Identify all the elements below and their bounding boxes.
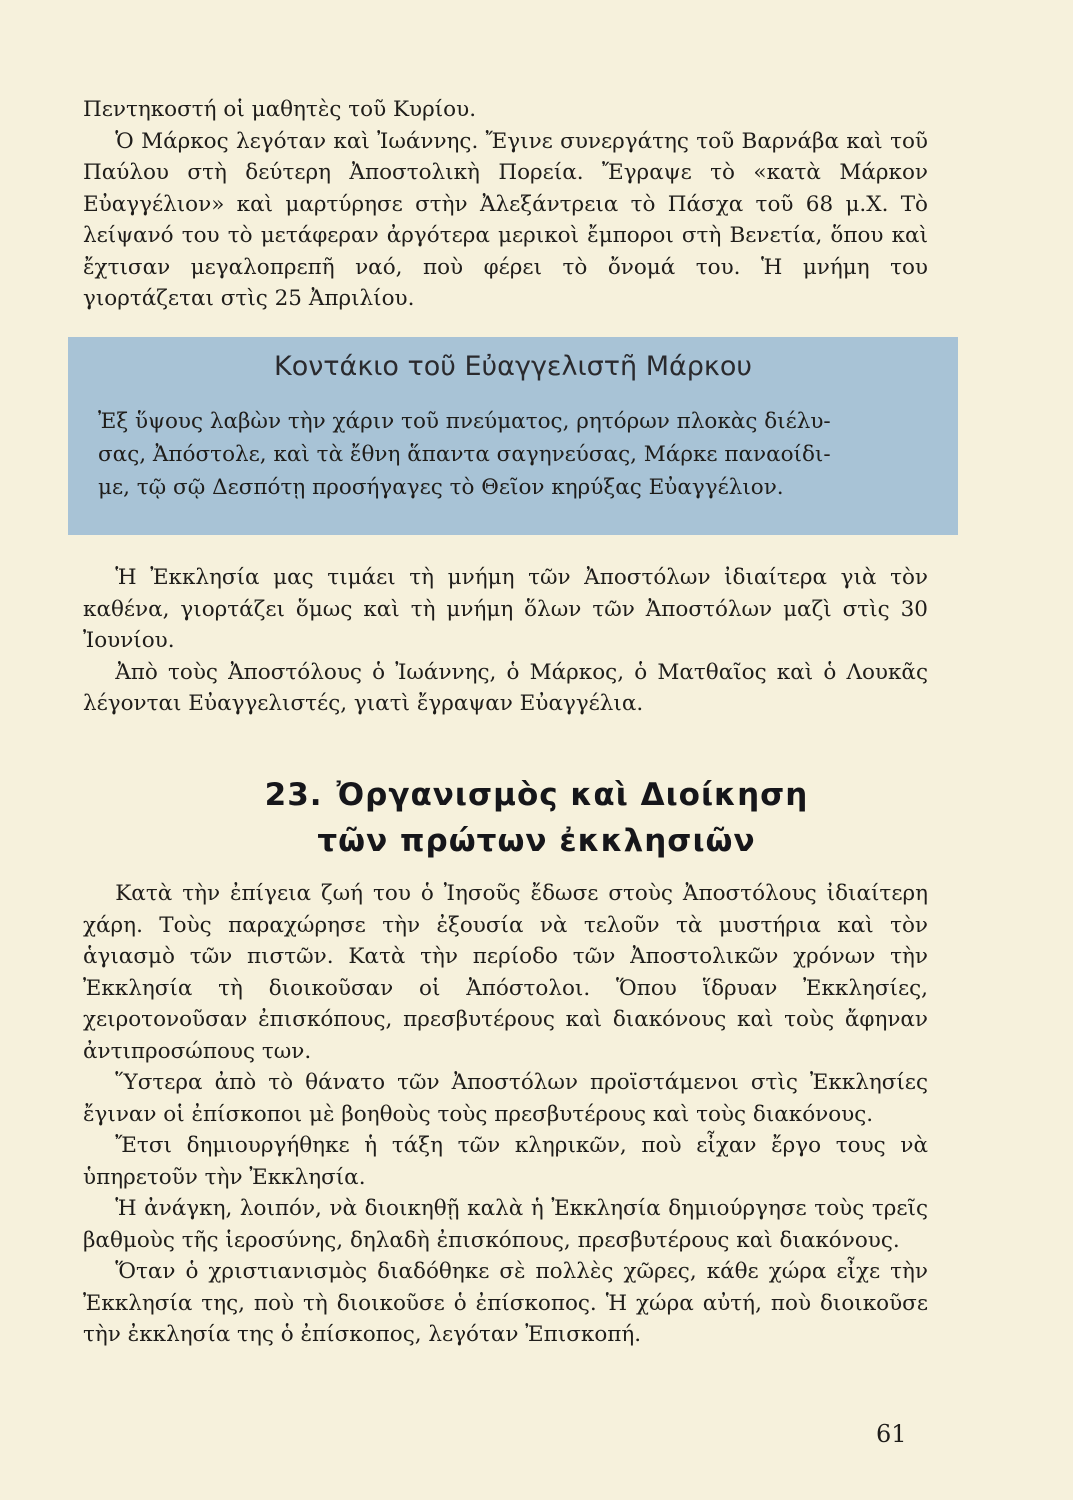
middle-section: [83, 562, 928, 720]
paragraph: Ἔτσι δημιουργήθηκε ἡ τάξη τῶν κληρικῶν, ποὺ εἶχαν ἔργο τους νὰ ὑπηρετοῦν τὴν Ἐκκλησία.: [83, 1133, 928, 1190]
paragraph: Ἡ ἀνάγκη, λοιπόν, νὰ διοικηθῇ καλὰ ἡ Ἐκκλησία δημιούργησε τοὺς τρεῖς βαθμοὺς τῆς ἱεροσύνης, δηλαδὴ ἐπισκόπους, πρεσβυτέρους καὶ διακόνους.: [83, 1196, 928, 1253]
paragraph: Ἀπὸ τοὺς Ἀποστόλους ὁ Ἰωάννης, ὁ Μάρκος, ὁ Ματθαῖος καὶ ὁ Λουκᾶς λέγονται Εὐαγγελιστές, γιατὶ ἔγραψαν Εὐαγγέλια.: [83, 659, 928, 716]
top-section: [83, 94, 928, 315]
body-section: [83, 878, 928, 1351]
section-title-part-1: Ὀργανισμὸς καὶ Διοίκηση: [336, 777, 809, 813]
kontakio-line: σας, Ἀπόστολε, καὶ τὰ ἔθνη ἅπαντα σαγηνεύσας, Μάρκε παναοίδι-: [98, 442, 831, 467]
paragraph: Κατὰ τὴν ἐπίγεια ζωή του ὁ Ἰησοῦς ἔδωσε στοὺς Ἀποστόλους ἰδιαίτερη χάρη. Τοὺς παραχώρησε τὴν ἐξουσία νὰ τελοῦν τὰ μυστήρια καὶ τὸν ἁγιασμὸ τῶν πιστῶν. Κατὰ τὴν περίοδο τῶν Ἀποστολικῶν χρόνων τὴν Ἐκκλησία τὴ διοικοῦσαν οἱ Ἀπόστολοι. Ὅπου ἵδρυαν Ἐκκλησίες, χειροτονοῦσαν ἐπισκόπους, πρεσβυτέρους καὶ διακόνους καὶ τοὺς ἄφηναν ἀντιπροσώπους των.: [83, 881, 928, 1064]
paragraph: Ὕστερα ἀπὸ τὸ θάνατο τῶν Ἀποστόλων προϊστάμενοι στὶς Ἐκκλησίες ἔγιναν οἱ ἐπίσκοποι μὲ βοηθοὺς τοὺς πρεσβυτέρους καὶ τοὺς διακόνους.: [83, 1070, 928, 1127]
paragraph: Ὁ Μάρκος λεγόταν καὶ Ἰωάννης. Ἔγινε συνεργάτης τοῦ Βαρνάβα καὶ τοῦ Παύλου στὴ δεύτερη Ἀποστολικὴ Πορεία. Ἔγραψε τὸ «κατὰ Μάρκον Εὐαγγέλιον» καὶ μαρτύρησε στὴν Ἀλεξάντρεια τὸ Πάσχα τοῦ 68 μ.Χ. Τὸ λείψανό του τὸ μετάφεραν ἀργότερα μερικοὶ ἔμποροι στὴ Βενετία, ὅπου καὶ ἔχτισαν μεγαλοπρεπῆ ναό, ποὺ φέρει τὸ ὄνομά του. Ἡ μνήμη του γιορτάζεται στὶς 25 Ἀπριλίου.: [83, 128, 928, 311]
kontakio-line: Ἐξ ὕψους λαβὼν τὴν χάριν τοῦ πνεύματος, ρητόρων πλοκὰς διέλυ-: [98, 409, 831, 434]
kontakio-box: [68, 337, 958, 535]
page-number: 61: [876, 1420, 907, 1448]
section-heading: [0, 772, 1073, 864]
paragraph: Ὅταν ὁ χριστιανισμὸς διαδόθηκε σὲ πολλὲς χῶρες, κάθε χώρα εἶχε τὴν Ἐκκλησία της, ποὺ τὴ διοικοῦσε ὁ ἐπίσκοπος. Ἡ χώρα αὐτή, ποὺ διοικοῦσε τὴν ἐκκλησία της ὁ ἐπίσκοπος, λεγόταν Ἐπισκοπή.: [83, 1259, 928, 1347]
paragraph: Ἡ Ἐκκλησία μας τιμάει τὴ μνήμη τῶν Ἀποστόλων ἰδιαίτερα γιὰ τὸν καθένα, γιορτάζει ὅμως καὶ τὴ μνήμη ὅλων τῶν Ἀποστόλων μαζὶ στὶς 30 Ἰουνίου.: [83, 565, 928, 653]
kontakio-text: [98, 405, 928, 504]
section-title-part-2: τῶν πρώτων ἐκκλησιῶν: [317, 823, 756, 859]
kontakio-title: Κοντάκιο τοῦ Εὐαγγελιστῆ Μάρκου: [274, 351, 752, 382]
paragraph: Πεντηκοστή οἱ μαθητὲς τοῦ Κυρίου.: [83, 97, 477, 122]
kontakio-line: με, τῷ σῷ Δεσπότῃ προσήγαγες τὸ Θεῖον κηρύξας Εὐαγγέλιον.: [98, 475, 784, 500]
section-heading-line-1: [0, 772, 1073, 818]
section-number: 23.: [264, 777, 323, 813]
